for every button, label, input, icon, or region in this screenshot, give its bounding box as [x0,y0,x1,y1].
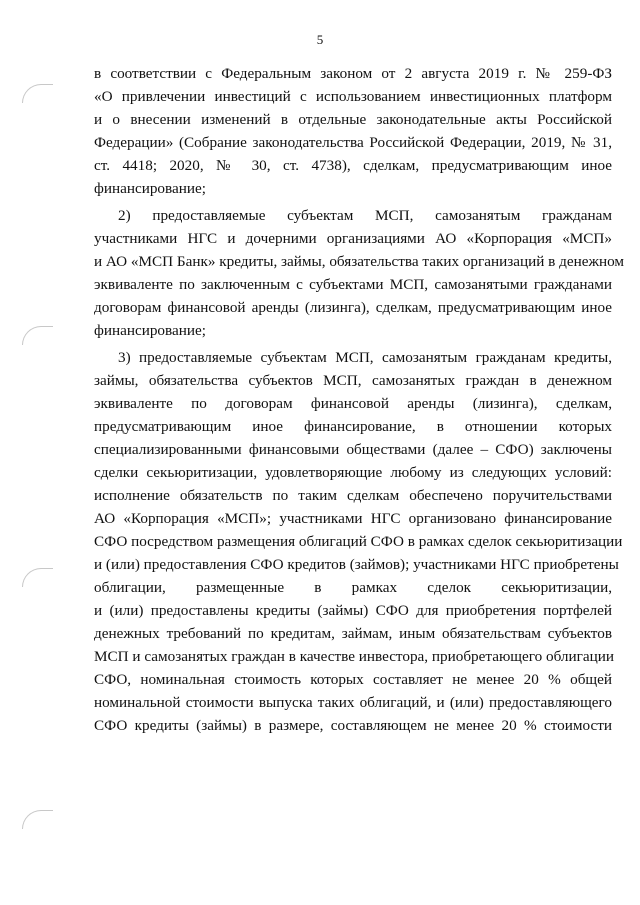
text-line: АО «Корпорация «МСП»; участниками НГС организовано финансирование [94,510,612,527]
text-line: финансирование; [94,180,206,197]
paragraph-1 [94,62,612,200]
text-line: и (или) предоставлены кредиты (займы) СФО для приобретения портфелей [94,602,612,619]
text-line: специализированными финансовыми обществами (далее – СФО) заключены [94,441,612,458]
text-line: СФО кредиты (займы) в размере, составляющем не менее 20 % стоимости [94,717,612,734]
paragraph-3 [94,346,623,737]
text-line: и (или) предоставления СФО кредитов (займов); участниками НГС приобретены [94,556,619,573]
text-line: эквиваленте по заключенным с субъектами МСП, самозанятыми гражданами [94,276,612,293]
text-line: исполнение обязательств по таким сделкам обеспечено поручительствами [94,487,612,504]
text-line: денежных требований по кредитам, займам, иным обязательствам субъектов [94,625,612,642]
text-line: и о внесении изменений в отдельные законодательные акты Российской [94,111,612,128]
text-line: займы, обязательства субъектов МСП, самозанятых граждан в денежном [94,372,612,389]
punch-hole-4 [22,810,53,829]
text-line: ст. 4418; 2020, № 30, ст. 4738), сделкам, предусматривающим иное [94,157,612,174]
paragraph-2 [94,204,625,342]
text-line: договорам финансовой аренды (лизинга), сделкам, предусматривающим иное [94,299,612,316]
text-line: 3) предоставляемые субъектам МСП, самозанятым гражданам кредиты, [118,349,612,366]
text-line: в соответствии с Федеральным законом от 2 августа 2019 г. № 259-ФЗ [94,65,612,82]
punch-hole-3 [22,568,53,587]
text-line: и АО «МСП Банк» кредиты, займы, обязательства таких организаций в денежном [94,253,625,270]
punch-hole-2 [22,326,53,345]
text-line: СФО посредством размещения облигаций СФО в рамках сделок секьюритизации [94,533,623,550]
text-line: Федерации» (Собрание законодательства Российской Федерации, 2019, № 31, [94,134,612,151]
text-line: 2) предоставляемые субъектам МСП, самозанятым гражданам [118,207,612,224]
text-line: финансирование; [94,322,206,339]
text-line: СФО, номинальная стоимость которых составляет не менее 20 % общей [94,671,612,688]
text-line: «О привлечении инвестиций с использованием инвестиционных платформ [94,88,612,105]
text-line: МСП и самозанятых граждан в качестве инвестора, приобретающего облигации [94,648,614,665]
text-line: предусматривающим иное финансирование, в отношении которых [94,418,612,435]
text-line: номинальной стоимости выпуска таких облигаций, и (или) предоставляющего [94,694,612,711]
document-body [94,62,625,737]
text-line: облигации, размещенные в рамках сделок секьюритизации, [94,579,612,596]
text-line: эквиваленте по договорам финансовой аренды (лизинга), сделкам, [94,395,612,412]
punch-hole-1 [22,84,53,103]
text-line: участниками НГС и дочерними организациями АО «Корпорация «МСП» [94,230,612,247]
text-line: сделки секьюритизации, удовлетворяющие любому из следующих условий: [94,464,612,481]
page-number: 5 [316,32,324,47]
